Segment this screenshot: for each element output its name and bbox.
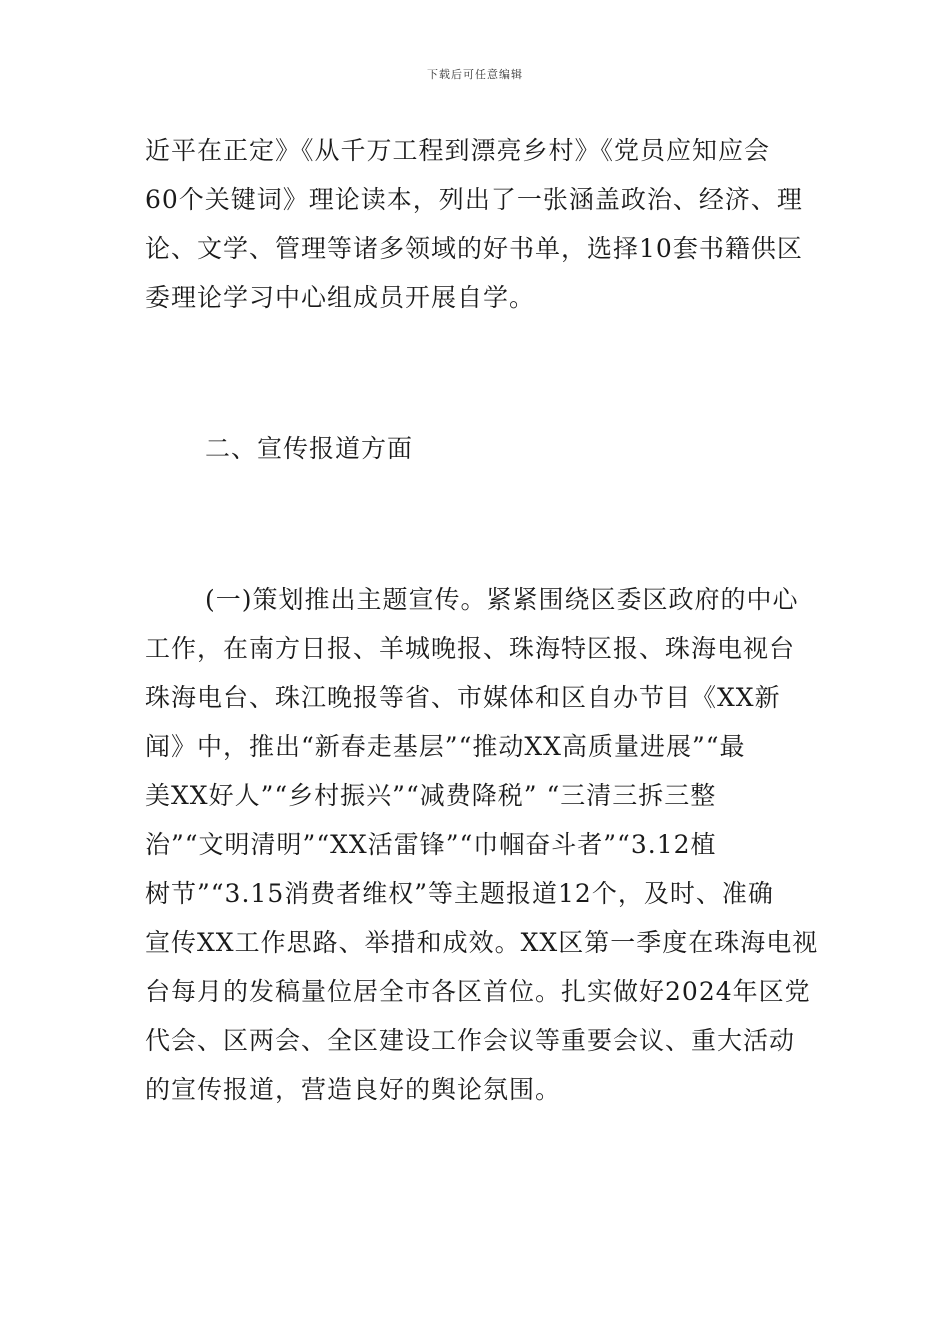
paragraph-line: 委理论学习中心组成员开展自学。	[145, 283, 536, 312]
paragraph-line: 治”“文明清明”“XX活雷锋”“巾帼奋斗者”“3.12植	[145, 830, 717, 859]
section-heading	[145, 424, 865, 473]
body-paragraph-2	[145, 575, 819, 1114]
section-heading-text: 二、宣传报道方面	[205, 434, 414, 463]
paragraph-line: 论、文学、管理等诸多领域的好书单，选择10套书籍供区	[145, 234, 803, 263]
paragraph-line: 树节”“3.15消费者维权”等主题报道12个，及时、准确	[145, 879, 774, 908]
page-header-note: 下载后可任意编辑	[427, 68, 523, 81]
paragraph-line: 台每月的发稿量位居全市各区首位。扎实做好2024年区党	[145, 977, 811, 1006]
paragraph-line: 宣传XX工作思路、举措和成效。XX区第一季度在珠海电视	[145, 928, 819, 957]
paragraph-line: 60个关键词》理论读本，列出了一张涵盖政治、经济、理	[145, 185, 803, 214]
paragraph-line: 代会、区两会、全区建设工作会议等重要会议、重大活动	[145, 1026, 796, 1055]
paragraph-line: 美XX好人”“乡村振兴”“减费降税” “三清三拆三整	[145, 781, 717, 810]
paragraph-line: (一)策划推出主题宣传。紧紧围绕区委区政府的中心	[205, 585, 799, 614]
paragraph-line: 珠海电台、珠江晚报等省、市媒体和区自办节目《XX新	[145, 683, 781, 712]
paragraph-line: 近平在正定》《从千万工程到漂亮乡村》《党员应知应会	[145, 136, 771, 165]
paragraph-line: 的宣传报道，营造良好的舆论氛围。	[145, 1075, 562, 1104]
paragraph-line: 闻》中，推出“新春走基层”“推动XX高质量进展”“最	[145, 732, 746, 761]
paragraph-line: 工作，在南方日报、羊城晚报、珠海特区报、珠海电视台	[145, 634, 796, 663]
body-paragraph-1	[145, 126, 805, 322]
